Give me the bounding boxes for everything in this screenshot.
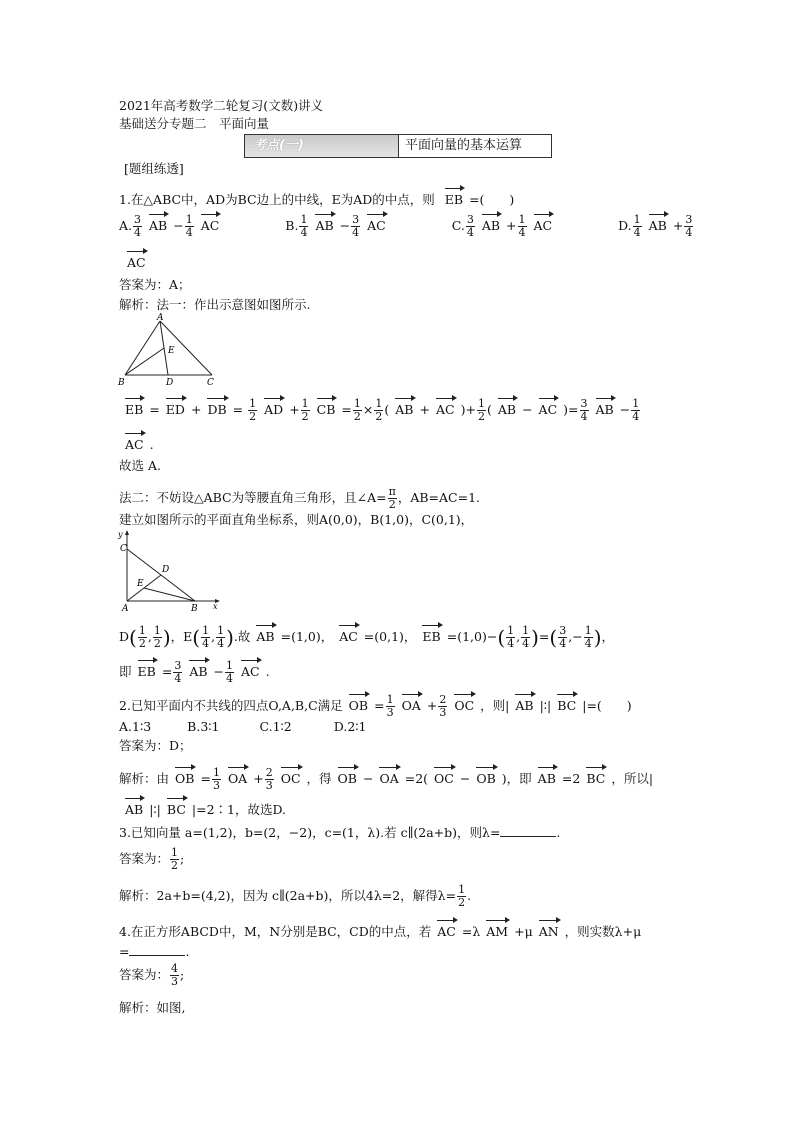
q3-answer [119,847,184,872]
denominator: 4 [174,672,182,685]
option-a [119,213,225,239]
q1-equation [119,396,641,423]
q4-analysis: 解析：如图, [119,1000,186,1015]
text-fragment: 解析：2a+b=(4,2)，因为 c∥(2a+b)，所以4λ=2，解得λ= [119,888,457,903]
q3-stem [119,825,560,841]
q1-choose: 故选 A. [119,458,161,473]
vector-symbol: AN [539,918,559,940]
q2-options [119,719,366,735]
parenthesis: ) [531,625,539,650]
parenthesis: ) [226,625,234,650]
vector-symbol: AB [649,212,667,234]
vector-symbol: AB [596,396,614,418]
text-fragment: − [362,771,374,786]
fraction [374,398,383,423]
text-fragment: = [200,771,211,786]
q2-stem [119,692,632,719]
q1-coords [119,623,614,650]
vector-symbol: AC [127,249,146,271]
numerator: 1 [202,624,210,637]
vector-symbol: AC [436,396,455,418]
denominator: 4 [522,637,530,650]
text-fragment: ) [563,402,569,417]
fraction [212,767,221,792]
text-fragment: ( [384,402,390,417]
vector-symbol: AB [315,212,333,234]
numerator: 1 [226,659,234,672]
text-fragment: 1.在△ABC中，AD为BC边上的中线，E为AD的中点，则 [119,192,435,207]
fraction [386,694,395,719]
option-c [451,213,558,239]
vector-symbol: AB [189,658,207,680]
text-fragment: 法二：不妨设△ABC为等腰直角三角形，且∠A= [119,490,387,505]
text-fragment: − [459,771,471,786]
fraction [518,214,527,239]
text-fragment: ，则| [480,698,510,713]
text-fragment: − [522,402,533,417]
point-C-label: C [120,544,127,554]
text-fragment: + [465,402,476,417]
denominator: 3 [439,706,447,719]
fraction [521,625,530,650]
parenthesis: ) [162,625,171,650]
text-fragment: D [119,629,130,644]
fraction [351,214,360,239]
vector-symbol: AC [201,212,220,234]
fraction [153,625,162,650]
denominator: 2 [153,637,161,650]
text-fragment: =( ) [469,192,515,207]
kaodian-title: 平面向量的基本运算 [405,138,523,153]
denominator: 4 [507,637,515,650]
text-fragment: |∶| [539,698,552,713]
point-B-label: B [118,378,125,387]
denominator: 3 [212,779,220,792]
denominator: 2 [171,859,179,872]
x-axis-label: x [213,602,218,611]
numerator: 1 [584,624,592,637]
point-A-label: A [122,604,129,611]
text-fragment: C. [451,218,465,233]
denominator: 4 [559,637,567,650]
parenthesis: ( [129,625,137,650]
parenthesis: ( [497,625,506,650]
text-fragment: ; [180,851,185,866]
numerator: 3 [466,213,474,226]
answer-blank [500,825,556,837]
text-fragment: |=2∶1，故选D. [191,802,287,817]
q2-answer: 答案为：D； [119,738,192,753]
vector-symbol: OB [476,765,495,787]
q1-stem [119,186,514,208]
q1-options [119,212,694,239]
text-fragment: − [213,664,225,679]
numerator: 4 [171,962,179,975]
q1-method2 [119,486,480,511]
fraction [584,625,593,650]
numerator: 1 [185,213,193,226]
vector-symbol: AB [395,396,413,418]
vector-symbol: AB [482,212,500,234]
text-fragment: 4.在正方形ABCD中，M，N分别是BC，CD的中点，若 [119,924,432,939]
text-fragment: = [568,402,579,417]
q1-option-d-cont [119,249,152,271]
denominator: 3 [171,975,179,988]
vector-symbol: AB [149,212,167,234]
denominator: 3 [265,779,273,792]
vector-symbol: OA [228,765,247,787]
text-fragment: + [506,218,517,233]
q2-analysis [119,765,653,792]
text-fragment: =(0,1)， [363,629,417,644]
text-fragment: = [341,402,352,417]
fraction [265,767,274,792]
denominator: 2 [458,896,466,909]
fraction [185,214,194,239]
vector-symbol: EB [422,623,440,645]
text-fragment: ，AB=AC=1. [397,490,481,505]
numerator: 1 [301,397,309,410]
vector-symbol: AB [538,765,556,787]
denominator: 4 [518,226,526,239]
vector-symbol: DB [207,396,226,418]
text-fragment: − [339,218,351,233]
text-fragment: − [572,629,583,644]
fraction [506,625,515,650]
q4-answer [119,963,184,988]
numerator: 1 [217,624,225,637]
y-axis-label: y [118,530,123,539]
vector-symbol: CB [317,396,336,418]
numerator: 3 [685,213,693,226]
text-fragment: = [149,402,160,417]
denominator: 4 [217,637,225,650]
text-fragment: A. [119,218,133,233]
denominator: 4 [300,226,308,239]
text-fragment: B. [285,218,299,233]
fraction [201,625,210,650]
text-fragment: + [289,402,300,417]
denominator: 2 [353,410,361,423]
vec-EB: EB [445,186,463,208]
numerator: π [388,485,396,498]
text-fragment: .故 [233,629,251,644]
fraction [388,486,397,511]
denominator: 4 [202,637,210,650]
doc-subtitle: 基础送分专题二 平面向量 [119,116,270,131]
q1-conclusion [119,658,270,685]
parenthesis: ) [593,625,602,650]
option-c: C.1∶2 [259,719,292,734]
text-fragment: . [185,944,190,959]
vector-symbol: OA [379,765,398,787]
vector-symbol: BC [586,765,605,787]
kaodian-header [244,134,552,158]
vector-symbol: AD [264,396,283,418]
vector-symbol: AB [256,623,274,645]
text-fragment: 答案为： [119,851,170,866]
text-fragment: = [538,629,550,644]
section-label: [题组练透] [124,161,184,176]
denominator: 4 [632,410,640,423]
vector-symbol: BC [167,796,186,818]
q4-stem-cont [119,944,189,960]
kaodian-tag: 考点(一) [245,135,399,157]
point-C-label: C [207,378,214,387]
numerator: 1 [458,883,466,896]
vector-symbol: OB [175,765,194,787]
text-fragment: + [426,698,438,713]
fraction [248,398,257,423]
vector-symbol: AC [339,623,358,645]
q3-analysis [119,884,471,909]
vector-symbol: AB [498,396,516,418]
vector-symbol: EB [125,396,143,418]
numerator: 1 [212,766,220,779]
text-fragment: . [467,888,472,903]
option-b: B.3∶1 [187,719,220,734]
text-fragment: + [672,218,684,233]
text-fragment: ，所以| [611,771,654,786]
text-fragment: × [362,402,374,417]
point-B-label: B [191,604,198,611]
numerator: 1 [375,397,383,410]
q1-coord: 建立如图所示的平面直角坐标系，则A(0,0)，B(1,0)，C(0,1)， [119,512,474,527]
option-b [285,213,391,239]
denominator: 2 [477,410,485,423]
vector-symbol: AC [534,212,553,234]
text-fragment: − [173,218,184,233]
numerator: 2 [439,693,447,706]
vector-symbol: OB [349,692,368,714]
vector-symbol: BC [557,692,576,714]
numerator: 1 [507,624,515,637]
text-fragment: ， [170,629,184,644]
text-fragment: =2( [404,771,429,786]
text-fragment: D. [618,218,632,233]
denominator: 2 [388,498,396,511]
numerator: 3 [174,659,182,672]
text-fragment: 2.已知平面内不共线的四点O,A,B,C满足 [119,698,343,713]
text-fragment: =(1,0)− [446,629,498,644]
numerator: 3 [580,397,588,410]
option-d: D.2∶1 [333,719,367,734]
option-a: A.1∶3 [119,719,152,734]
vector-symbol: OC [454,692,474,714]
text-fragment: − [619,402,631,417]
text-fragment: , [516,629,521,644]
q1-answer: 答案为：A； [119,277,191,292]
text-fragment: + [419,402,430,417]
fraction [684,214,693,239]
vector-symbol: ED [166,396,185,418]
option-d [618,213,694,239]
fraction [133,214,142,239]
text-fragment: ，则实数λ+μ [564,924,642,939]
point-D-label: D [166,378,174,387]
vector-symbol: AC [539,396,558,418]
fraction [633,214,642,239]
denominator: 4 [466,226,474,239]
text-fragment: . [265,664,270,679]
fraction [438,694,447,719]
parenthesis: ( [549,625,558,650]
text-fragment: + [190,402,202,417]
numerator: 1 [386,693,394,706]
vector-symbol: AC [241,658,260,680]
denominator: 4 [185,226,193,239]
numerator: 1 [153,624,161,637]
parenthesis: ( [192,625,201,650]
numerator: 1 [249,397,257,410]
vector-symbol: OB [338,765,357,787]
text-fragment: ，得 [306,771,332,786]
fraction [631,398,640,423]
numerator: 1 [477,397,485,410]
text-fragment: . [556,825,561,840]
triangle-figure [117,311,222,387]
point-D-label: D [162,565,170,575]
text-fragment: 3.已知向量 a=(1,2)，b=(2，−2)，c=(1，λ).若 c∥(2a+b)，则λ= [119,825,501,840]
numerator: 3 [352,213,360,226]
text-fragment: ( [486,402,492,417]
vector-symbol: OC [281,765,301,787]
text-fragment: )，即 [501,771,532,786]
fraction [216,625,225,650]
vector-symbol: OC [434,765,454,787]
text-fragment: |=( ) [582,698,632,713]
denominator: 4 [580,410,588,423]
text-fragment: = [119,944,130,959]
denominator: 2 [249,410,257,423]
text-fragment: 答案为： [119,967,170,982]
fraction [353,398,362,423]
denominator: 4 [226,672,234,685]
numerator: 3 [559,624,567,637]
text-fragment: , [211,629,216,644]
fraction [558,625,567,650]
fraction [138,625,147,650]
doc-title: 2021年高考数学二轮复习(文数)讲义 [119,98,324,113]
text-fragment: 解析：由 [119,771,170,786]
point-A-label: A [157,313,164,323]
text-fragment: = [232,402,244,417]
text-fragment: , [568,629,573,644]
denominator: 4 [352,226,360,239]
numerator: 1 [522,624,530,637]
text-fragment: ， [601,629,615,644]
numerator: 2 [265,766,273,779]
answer-blank [129,944,185,956]
vector-symbol: AB [125,796,143,818]
vector-symbol: AB [515,692,533,714]
fraction [477,398,486,423]
denominator: 4 [685,226,693,239]
text-fragment: = [161,664,173,679]
fraction [580,398,589,423]
text-fragment: + [253,771,264,786]
numerator: 1 [138,624,146,637]
numerator: 1 [632,397,640,410]
vector-symbol: AC [437,918,456,940]
text-fragment: +μ [514,924,533,939]
q2-analysis-cont [119,796,286,818]
fraction [170,847,179,872]
denominator: 4 [584,637,592,650]
text-fragment: . [149,437,154,452]
text-fragment: E [183,629,193,644]
numerator: 1 [171,846,179,859]
vector-symbol: AM [486,918,508,940]
numerator: 3 [134,213,142,226]
vector-symbol: AC [367,212,386,234]
fraction [301,398,310,423]
coordinate-figure [117,529,223,611]
denominator: 4 [134,226,142,239]
vector-symbol: OA [402,692,421,714]
q1-equation-cont [119,431,154,453]
q1-analysis: 解析：法一：作出示意图如图所示. [119,297,311,312]
denominator: 3 [386,706,394,719]
text-fragment: , [147,629,152,644]
fraction [173,660,182,685]
fraction [299,214,308,239]
vector-symbol: AC [125,431,144,453]
numerator: 1 [353,397,361,410]
text-fragment: 即 [119,664,132,679]
fraction [170,963,179,988]
fraction [225,660,234,685]
text-fragment: ; [180,967,185,982]
denominator: 2 [375,410,383,423]
text-fragment: =(1,0)， [280,629,334,644]
text-fragment: =λ [461,924,481,939]
text-fragment: ) [460,402,466,417]
fraction [466,214,475,239]
denominator: 2 [138,637,146,650]
text-fragment: = [374,698,385,713]
numerator: 1 [300,213,308,226]
numerator: 1 [518,213,526,226]
text-fragment: =2 [561,771,581,786]
numerator: 1 [633,213,641,226]
denominator: 2 [301,410,309,423]
fraction [457,884,466,909]
point-E-label: E [137,579,144,589]
q4-stem [119,918,641,940]
point-E-label: E [168,346,175,356]
text-fragment: |∶| [149,802,161,817]
denominator: 4 [633,226,641,239]
vector-symbol: EB [138,658,156,680]
